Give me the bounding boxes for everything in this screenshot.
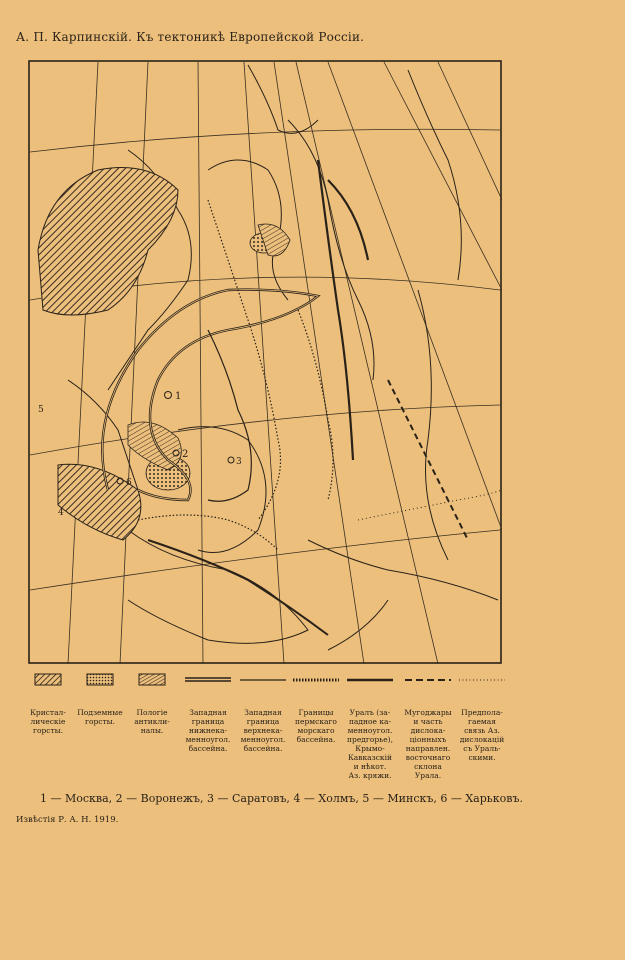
legend-symbol — [454, 672, 510, 686]
legend-symbol — [342, 672, 398, 686]
lower-carboniferous-boundary-inner — [102, 290, 318, 500]
meridian-line — [244, 62, 284, 664]
legend-item-upper-carboniferous — [235, 672, 291, 753]
crystalline-horst-scandinavia — [38, 168, 178, 316]
town-label-saratov: 3 — [236, 457, 242, 467]
meridian-line — [438, 62, 502, 200]
meridian-line — [68, 62, 98, 664]
legend-item-permian — [288, 672, 344, 744]
tectonic-map — [28, 60, 502, 664]
page-header: А. П. Карпинскій. Къ тектоникѣ Европейской Россіи. — [16, 30, 365, 44]
legend-text: Мугоджары и часть дислока- ціонныхъ направлен. восточнаго склона Урала. — [404, 708, 452, 780]
coastline — [288, 120, 374, 380]
town-marker-moscow — [165, 392, 172, 399]
river — [418, 290, 448, 560]
town-label-kharkov: 6 — [126, 478, 132, 488]
legend-symbol — [288, 672, 344, 686]
meridian-line — [198, 62, 203, 664]
legend-item-subterranean — [72, 672, 128, 726]
legend-text: Подземные горсты. — [77, 708, 123, 726]
presumed-link — [358, 490, 502, 520]
town-label-minsk: 5 — [38, 405, 44, 415]
legend-text: Уралъ (за- падное ка- менноугол. предгорье), Крымо- Кавказскій и нѣкот. Аз. кряжи. — [347, 708, 393, 780]
legend-symbol — [180, 672, 236, 686]
legend-text: Границы пермскаго морскаго бассейна. — [295, 708, 337, 744]
town-label-moscow: 1 — [175, 391, 182, 402]
towns-key: 1 — Москва, 2 — Воронежъ, 3 — Саратовъ, 4 — Холмъ, 5 — Минскъ, 6 — Харьковъ. — [40, 792, 523, 805]
lower-carboniferous-boundary — [102, 290, 318, 500]
legend-text: Западная граница верхнека- менноугол. бассейна. — [240, 708, 286, 753]
map-svg — [28, 60, 502, 664]
meridian-line — [274, 62, 364, 664]
graticule — [30, 62, 502, 664]
legend-item-lower-carboniferous — [180, 672, 236, 753]
coastline — [408, 70, 461, 280]
legend-item-anticline — [124, 672, 180, 735]
legend-item-crystalline — [20, 672, 76, 735]
legend-item-ural — [342, 672, 398, 780]
legend-symbol — [20, 672, 76, 686]
upper-carboniferous-boundary — [208, 330, 251, 501]
legend-text: Предпола- гаемая связь Аз. дислокацій съ Ураль- скими. — [459, 708, 505, 762]
publication-footer: Извѣстія Р. А. Н. 1919. — [16, 815, 119, 825]
meridian-line — [296, 62, 438, 664]
legend — [20, 672, 505, 782]
town-label-voronezh: 2 — [182, 449, 189, 460]
timan-ridge — [328, 180, 368, 260]
legend-symbol — [235, 672, 291, 686]
meridian-line — [328, 62, 502, 530]
mugodzhary-line — [388, 380, 468, 540]
legend-item-mugodzhary — [400, 672, 456, 780]
legend-item-presumed — [454, 672, 510, 762]
town-marker-saratov — [228, 457, 234, 463]
parallel-line — [30, 530, 500, 590]
legend-text: Пологіе антикли- налы. — [134, 708, 170, 735]
parallel-line — [30, 129, 500, 152]
coastline — [308, 540, 498, 600]
town-label-kholm: 4 — [58, 508, 64, 518]
meridian-line — [120, 62, 148, 664]
coastline — [128, 530, 308, 643]
legend-symbol — [124, 672, 180, 686]
legend-text: Кристал- лическіе горсты. — [30, 708, 66, 735]
legend-symbol — [400, 672, 456, 686]
legend-symbol — [72, 672, 128, 686]
legend-text: Западная граница нижнека- менноугол. бассейна. — [185, 708, 231, 753]
meridian-line — [384, 62, 502, 290]
